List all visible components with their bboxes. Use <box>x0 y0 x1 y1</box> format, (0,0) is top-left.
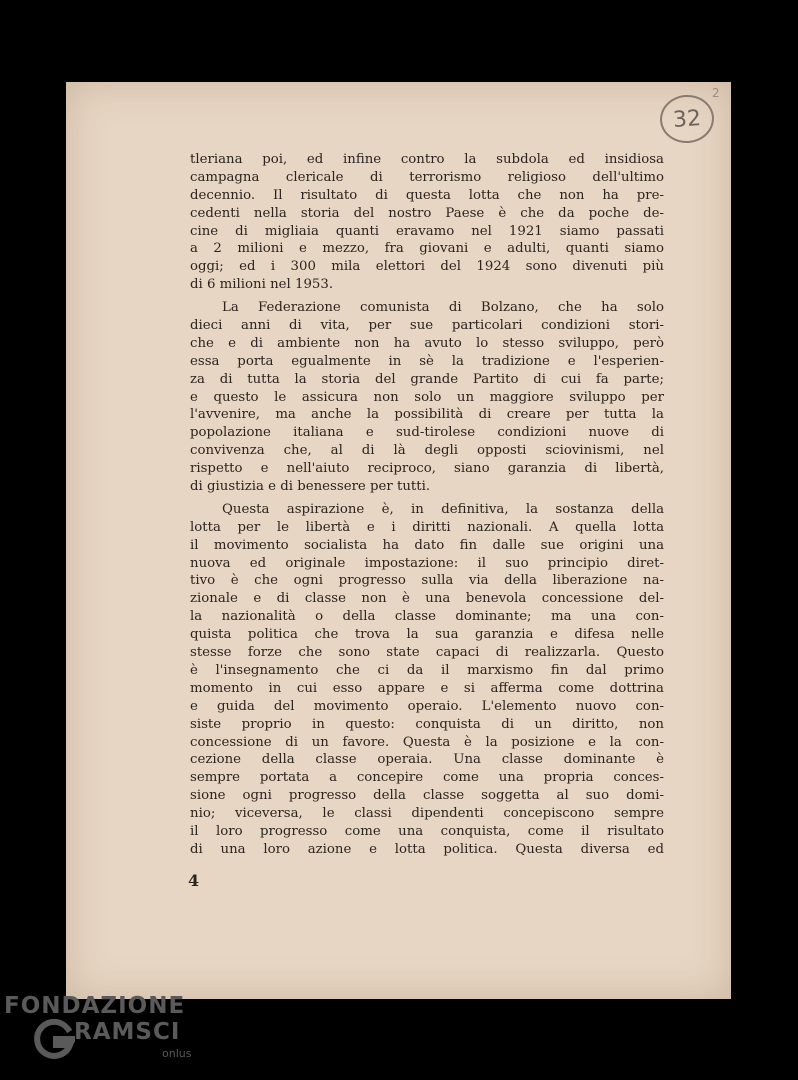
text-line: stesse forze che sono state capaci di realizzarla. Questo <box>190 645 664 661</box>
page-number: 4 <box>188 871 200 890</box>
archive-number: 32 <box>672 105 702 133</box>
text-line: cine di migliaia quanti eravamo nel 1921 siamo passati <box>190 223 664 239</box>
text-line: e questo le assicura non solo un maggiore sviluppo per <box>190 389 664 405</box>
text-line: La Federazione comunista di Bolzano, che ha solo <box>222 300 664 316</box>
text-line: di giustizia e di benessere per tutti. <box>190 479 431 495</box>
fondazione-gramsci-logo <box>4 993 204 1073</box>
text-line: nio; viceversa, le classi dipendenti concepiscono sempre <box>190 806 664 822</box>
text-line: oggi; ed i 300 mila elettori del 1924 sono divenuti più <box>190 259 664 275</box>
logo-text-line2: RAMSCI <box>74 1019 181 1045</box>
text-line: dieci anni di vita, per sue particolari condizioni stori- <box>190 318 664 334</box>
text-line: zionale e di classe non è una benevola concessione del- <box>190 591 664 607</box>
text-line: decennio. Il risultato di questa lotta che non ha pre- <box>190 187 664 203</box>
text-line: lotta per le libertà e i diritti nazionali. A quella lotta <box>190 519 664 535</box>
text-line: la nazionalità o della classe dominante; ma una con- <box>190 609 664 625</box>
logo-text-line1: FONDAZIONE <box>4 993 186 1019</box>
text-line: za di tutta la storia del grande Partito di cui fa parte; <box>190 371 664 387</box>
text-line: che e di ambiente non ha avuto lo stesso sviluppo, però <box>190 335 664 351</box>
text-line: sione ogni progresso della classe soggetta al suo domi- <box>190 788 664 804</box>
text-line: siste proprio in questo: conquista di un diritto, non <box>190 716 664 732</box>
pencil-mark: 2 <box>712 86 720 100</box>
text-line: tivo è che ogni progresso sulla via della liberazione na- <box>190 573 664 589</box>
text-line: Questa aspirazione è, in definitiva, la sostanza della <box>222 501 664 517</box>
text-line: essa porta egualmente in sè la tradizione e l'esperien- <box>190 353 664 369</box>
text-line: a 2 milioni e mezzo, fra giovani e adulti, quanti siamo <box>190 241 664 257</box>
text-line: di 6 milioni nel 1953. <box>190 277 334 293</box>
logo-text-line3: onlus <box>162 1047 192 1060</box>
text-line: momento in cui esso appare e si afferma come dottrina <box>190 680 664 696</box>
g-logo-icon <box>32 1017 76 1061</box>
text-line: campagna clericale di terrorismo religioso dell'ultimo <box>190 169 664 185</box>
text-line: nuova ed originale impostazione: il suo principio diret- <box>190 555 664 571</box>
text-line: cedenti nella storia del nostro Paese è che da poche de- <box>190 205 664 221</box>
text-line: il movimento socialista ha dato fin dalle sue origini una <box>190 537 664 553</box>
text-line: concessione di un favore. Questa è la posizione e la con- <box>190 734 664 750</box>
text-line: sempre portata a concepire come una propria conces- <box>190 770 664 786</box>
text-line: il loro progresso come una conquista, come il risultato <box>190 823 664 839</box>
text-line: e guida del movimento operaio. L'elemento nuovo con- <box>190 698 664 714</box>
text-line: l'avvenire, ma anche la possibilità di creare per tutta la <box>190 407 664 423</box>
text-line: cezione della classe operaia. Una classe dominante è <box>190 752 664 768</box>
text-line: quista politica che trova la sua garanzia e difesa nelle <box>190 627 664 643</box>
text-line: convivenza che, al di là degli opposti sciovinismi, nel <box>190 443 664 459</box>
text-line: è l'insegnamento che ci da il marxismo fin dal primo <box>190 662 664 678</box>
text-line: rispetto e nell'aiuto reciproco, siano garanzia di libertà, <box>190 461 664 477</box>
text-line: popolazione italiana e sud-tirolese condizioni nuove di <box>190 425 664 441</box>
text-line: tleriana poi, ed infine contro la subdola ed insidiosa <box>190 152 664 167</box>
text-line: di una loro azione e lotta politica. Questa diversa ed <box>190 841 664 857</box>
body-text <box>190 151 664 859</box>
